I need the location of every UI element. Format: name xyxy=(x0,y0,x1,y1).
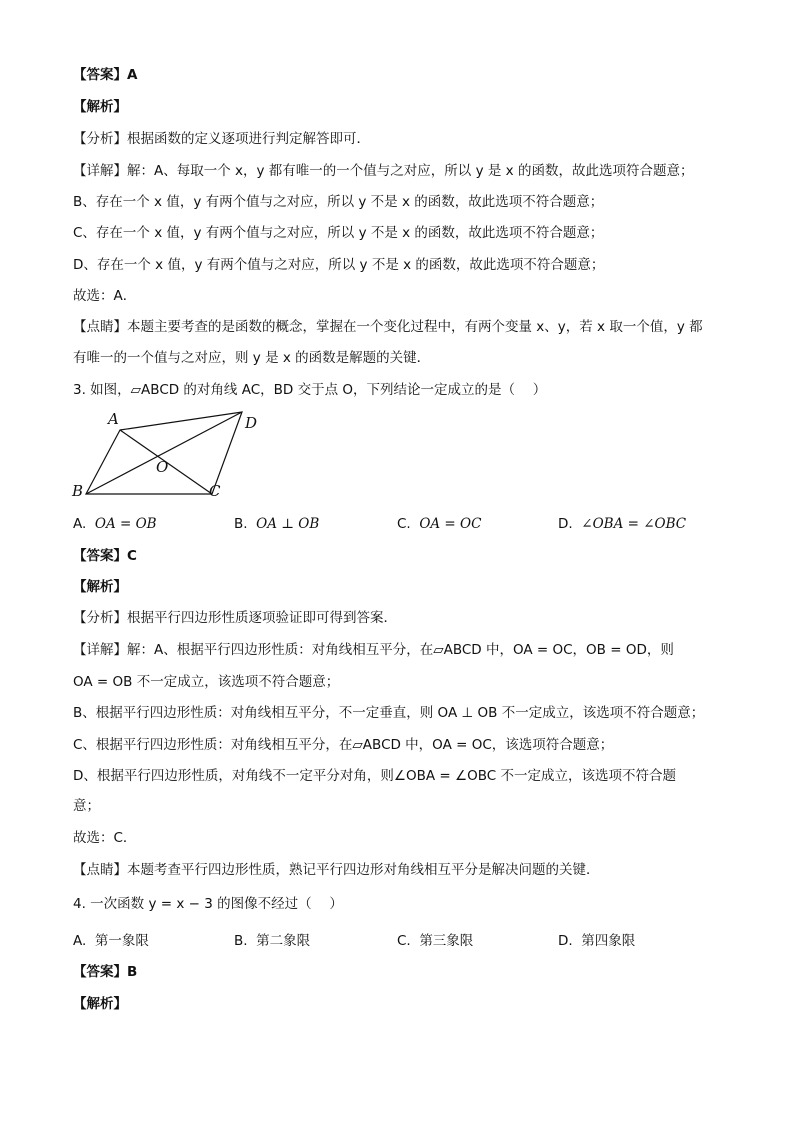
detail-text: C、根据平行四边形性质：对角线相互平分，在▱ABCD 中，OA = OC，该选项符合题意； xyxy=(73,737,614,753)
vertex-label-b: B xyxy=(72,482,84,500)
vertex-label-c: C xyxy=(209,482,221,500)
analysis-text: 【分析】根据平行四边形性质逐项验证即可得到答案． xyxy=(73,610,397,626)
detail-text: 意； xyxy=(73,798,100,814)
option-b: B. 第二象限 xyxy=(234,933,311,949)
analysis-heading: 【解析】 xyxy=(73,99,127,115)
option-d: D. 第四象限 xyxy=(558,933,636,949)
detail-text: C、存在一个 x 值，y 有两个值与之对应，所以 y 不是 x 的函数，故此选项不符合题意； xyxy=(73,225,604,241)
comment-text: 【点睛】本题主要考查的是函数的概念，掌握在一个变化过程中，有两个变量 x、y，若 x 取一个值，y 都 xyxy=(73,319,703,335)
parallelogram-figure xyxy=(66,408,266,500)
answer-label-q4: 【答案】B xyxy=(73,964,138,980)
detail-text: 【详解】解：A、根据平行四边形性质：对角线相互平分，在▱ABCD 中，OA = OC，OB = OD，则 xyxy=(73,642,674,658)
vertex-label-d: D xyxy=(245,414,258,432)
option-a: A. OA = OB xyxy=(73,516,157,532)
question-3-stem: 3. 如图，▱ABCD 的对角线 AC，BD 交于点 O，下列结论一定成立的是（ ） xyxy=(73,382,547,398)
answer-label-q2: 【答案】A xyxy=(73,67,138,83)
option-a: A. 第一象限 xyxy=(73,933,149,949)
option-d: D. ∠OBA = ∠OBC xyxy=(558,516,687,532)
option-c: C. OA = OC xyxy=(397,516,482,532)
detail-text: 【详解】解：A、每取一个 x，y 都有唯一的一个值与之对应，所以 y 是 x 的函数，故此选项符合题意； xyxy=(73,163,694,179)
option-b: B. OA ⊥ OB xyxy=(234,516,320,532)
question-4-stem: 4. 一次函数 y = x − 3 的图像不经过（ ） xyxy=(73,896,343,912)
detail-text: B、根据平行四边形性质：对角线相互平分，不一定垂直，则 OA ⊥ OB 不一定成立，该选项不符合题意； xyxy=(73,705,705,721)
detail-text: B、存在一个 x 值，y 有两个值与之对应，所以 y 不是 x 的函数，故此选项不符合题意； xyxy=(73,194,604,210)
center-label-o: O xyxy=(156,458,169,476)
vertex-label-a: A xyxy=(108,410,119,428)
choice-text: 故选：A． xyxy=(73,288,137,304)
analysis-text: 【分析】根据函数的定义逐项进行判定解答即可． xyxy=(73,131,370,147)
analysis-heading: 【解析】 xyxy=(73,579,127,595)
answer-label-q3: 【答案】C xyxy=(73,548,137,564)
detail-text: D、存在一个 x 值，y 有两个值与之对应，所以 y 不是 x 的函数，故此选项不符合题意； xyxy=(73,257,605,273)
comment-text: 有唯一的一个值与之对应，则 y 是 x 的函数是解题的关键． xyxy=(73,350,431,366)
detail-text: OA = OB 不一定成立，该选项不符合题意； xyxy=(73,674,340,690)
option-c: C. 第三象限 xyxy=(397,933,474,949)
detail-text: D、根据平行四边形性质，对角线不一定平分对角，则∠OBA = ∠OBC 不一定成立，该选项不符合题 xyxy=(73,768,676,784)
comment-text: 【点睛】本题考查平行四边形性质，熟记平行四边形对角线相互平分是解决问题的关键． xyxy=(73,862,600,878)
analysis-heading: 【解析】 xyxy=(73,996,127,1012)
choice-text: 故选：C． xyxy=(73,830,137,846)
